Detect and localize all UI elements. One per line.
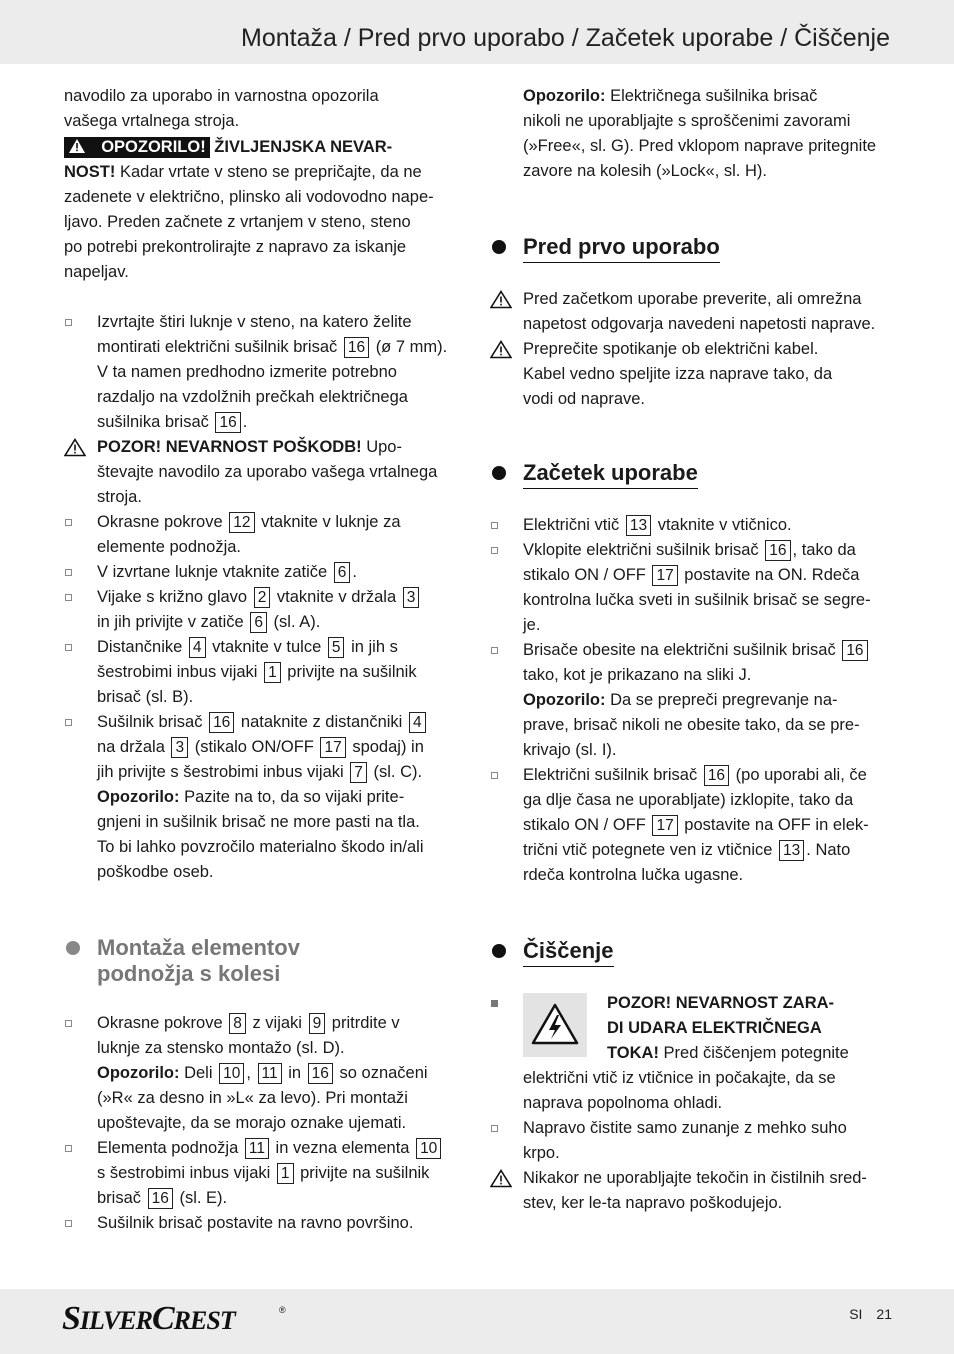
list-item: V izvrtane luknje vtaknite zatiče 6 . bbox=[64, 560, 464, 585]
square-bullet-icon bbox=[65, 319, 72, 326]
left-column bbox=[64, 84, 464, 1236]
list-item: Sušilnik brisač 16 nataknite z distančniki 4 na držala 3 (stikalo ON/OFF 17 spodaj) in jih privijte s šestrobimi inbus vijaki 7 (sl. C). Opozorilo: Pazite na to, da so vijaki prite- gnjeni in sušilnik brisač ne more pasti na tla. To bi lahko povzročilo materialno škodo in/ali poškodbe oseb. bbox=[64, 710, 464, 885]
square-bullet-icon bbox=[65, 644, 72, 651]
bullet-dot-icon bbox=[66, 941, 80, 955]
warning-triangle-icon bbox=[490, 290, 512, 309]
brand-logo bbox=[62, 1297, 292, 1341]
list-item: Okrasne pokrove 8 z vijaki 9 pritrdite v luknje za stensko montažo (sl. D). Opozorilo: Deli 10 , 11 in 16 so označeni (»R« za desno in »L« za levo). Pri montaži upoštevajte, da se morajo oznake ujemati. bbox=[64, 1011, 464, 1136]
section-heading-cleaning: Čiščenje bbox=[490, 938, 888, 967]
list-item: Izvrtajte štiri luknje v steno, na katero želite montirati električni sušilnik brisač 16 (ø 7 mm). V ta namen predhodno izmerite potrebno razdaljo na vzdolžnih prečkah električnega sušilnika brisač 16 . bbox=[64, 310, 464, 435]
page-title: Montaža / Pred prvo uporabo / Začetek uporabe / Čiščenje bbox=[241, 24, 890, 52]
list-item: Vijake s križno glavo 2 vtaknite v držala 3 in jih privijte v zatiče 6 (sl. A). bbox=[64, 585, 464, 635]
square-bullet-icon bbox=[491, 522, 498, 529]
bullet-dot-icon bbox=[492, 466, 506, 480]
right-column bbox=[490, 84, 888, 1216]
intro-text: navodilo za uporabo in varnostna opozorila vašega vrtalnega stroja. bbox=[64, 87, 379, 130]
warning-item: Preprečite spotikanje ob električni kabel. Kabel vedno speljite izza naprave tako, da vodi od naprave. bbox=[490, 337, 888, 412]
list-item: Sušilnik brisač postavite na ravno površino. bbox=[64, 1211, 464, 1236]
warning-item: Pred začetkom uporabe preverite, ali omrežna napetost odgovarja navedeni napetosti naprave. bbox=[490, 287, 888, 337]
warning-triangle-icon bbox=[490, 340, 512, 359]
square-bullet-icon bbox=[491, 1000, 498, 1007]
warning-electric-shock: POZOR! NEVARNOST ZARA- DI UDARA ELEKTRIČNEGA TOKA! Pred čiščenjem potegnite električni vtič iz vtičnice in počakajte, da se naprava popolnoma ohladi. bbox=[490, 991, 888, 1116]
list-item: Napravo čistite samo zunanje z mehko suho krpo. bbox=[490, 1116, 888, 1166]
list-item: Elementa podnožja 11 in vezna elementa 10 s šestrobimi inbus vijaki 1 privijte na sušilnik brisač 16 (sl. E). bbox=[64, 1136, 464, 1211]
section-heading-start-use: Začetek uporabe bbox=[490, 460, 888, 489]
svg-text:SILVERCREST: SILVERCREST bbox=[62, 1300, 235, 1337]
warning-injury: POZOR! NEVARNOST POŠKODB! Upo- števajte navodilo za uporabo vašega vrtalnega stroja. bbox=[64, 435, 464, 510]
section-heading-wheels: Montaža elementov podnožja s kolesi bbox=[64, 935, 464, 987]
square-bullet-icon bbox=[491, 1125, 498, 1132]
warning-item: Nikakor ne uporabljajte tekočin in čistilnih sred- stev, ker le-ta napravo poškodujejo. bbox=[490, 1166, 888, 1216]
bullet-dot-icon bbox=[492, 240, 506, 254]
square-bullet-icon bbox=[65, 719, 72, 726]
page-header bbox=[0, 0, 954, 64]
warning-life-danger: OPOZORILO! ŽIVLJENJSKA NEVAR- NOST! Kadar vrtate v steno se prepričajte, da ne zadenete v električno, plinsko ali vodovodno nape- ljavo. Preden začnete z vrtanjem v steno, steno po potrebi prekontrolirajte z napravo za iskanje napeljav. bbox=[64, 138, 434, 281]
list-item: Električni vtič 13 vtaknite v vtičnico. bbox=[490, 513, 888, 538]
square-bullet-icon bbox=[491, 547, 498, 554]
square-bullet-icon bbox=[65, 519, 72, 526]
warning-triangle-icon bbox=[68, 138, 86, 154]
warning-triangle-icon bbox=[490, 1169, 512, 1188]
warning-badge: OPOZORILO! bbox=[64, 137, 210, 158]
warning-triangle-icon bbox=[64, 438, 86, 457]
square-bullet-icon bbox=[491, 772, 498, 779]
list-item: Električni sušilnik brisač 16 (po uporabi ali, če ga dlje časa ne uporabljate) izklopite, tako da stikalo ON / OFF 17 postavite na OFF in elek- trični vtič potegnete ven iz vtičnice 13 . Nato rdeča kontrolna lučka ugasne. bbox=[490, 763, 888, 888]
square-bullet-icon bbox=[65, 1220, 72, 1227]
list-item: Okrasne pokrove 12 vtaknite v luknje za elemente podnožja. bbox=[64, 510, 464, 560]
square-bullet-icon bbox=[65, 1020, 72, 1027]
list-item: Vklopite električni sušilnik brisač 16 , tako da stikalo ON / OFF 17 postavite na ON. Rdeča kontrolna lučka sveti in sušilnik brisač se segre- je. bbox=[490, 538, 888, 638]
page-number: SI 21 bbox=[849, 1306, 892, 1322]
square-bullet-icon bbox=[491, 647, 498, 654]
section-heading-first-use: Pred prvo uporabo bbox=[490, 234, 888, 263]
list-item: Distančnike 4 vtaknite v tulce 5 in jih s šestrobimi inbus vijaki 1 privijte na sušilnik brisač (sl. B). bbox=[64, 635, 464, 710]
square-bullet-icon bbox=[65, 1145, 72, 1152]
list-item: Brisače obesite na električni sušilnik brisač 16 tako, kot je prikazano na sliki J. Opozorilo: Da se prepreči pregrevanje na- prave, brisač nikoli ne obesite tako, da se pre- krivajo (sl. I). bbox=[490, 638, 888, 763]
square-bullet-icon bbox=[65, 569, 72, 576]
square-bullet-icon bbox=[65, 594, 72, 601]
bullet-dot-icon bbox=[492, 944, 506, 958]
electric-shock-icon bbox=[523, 993, 587, 1057]
svg-text:®: ® bbox=[279, 1305, 286, 1315]
brake-note: Opozorilo: Električnega sušilnika brisač nikoli ne uporabljajte s sproščenimi zavorami (»Free«, sl. G). Pred vklopom naprave pritegnite zavore na kolesih (»Lock«, sl. H). bbox=[523, 87, 877, 180]
